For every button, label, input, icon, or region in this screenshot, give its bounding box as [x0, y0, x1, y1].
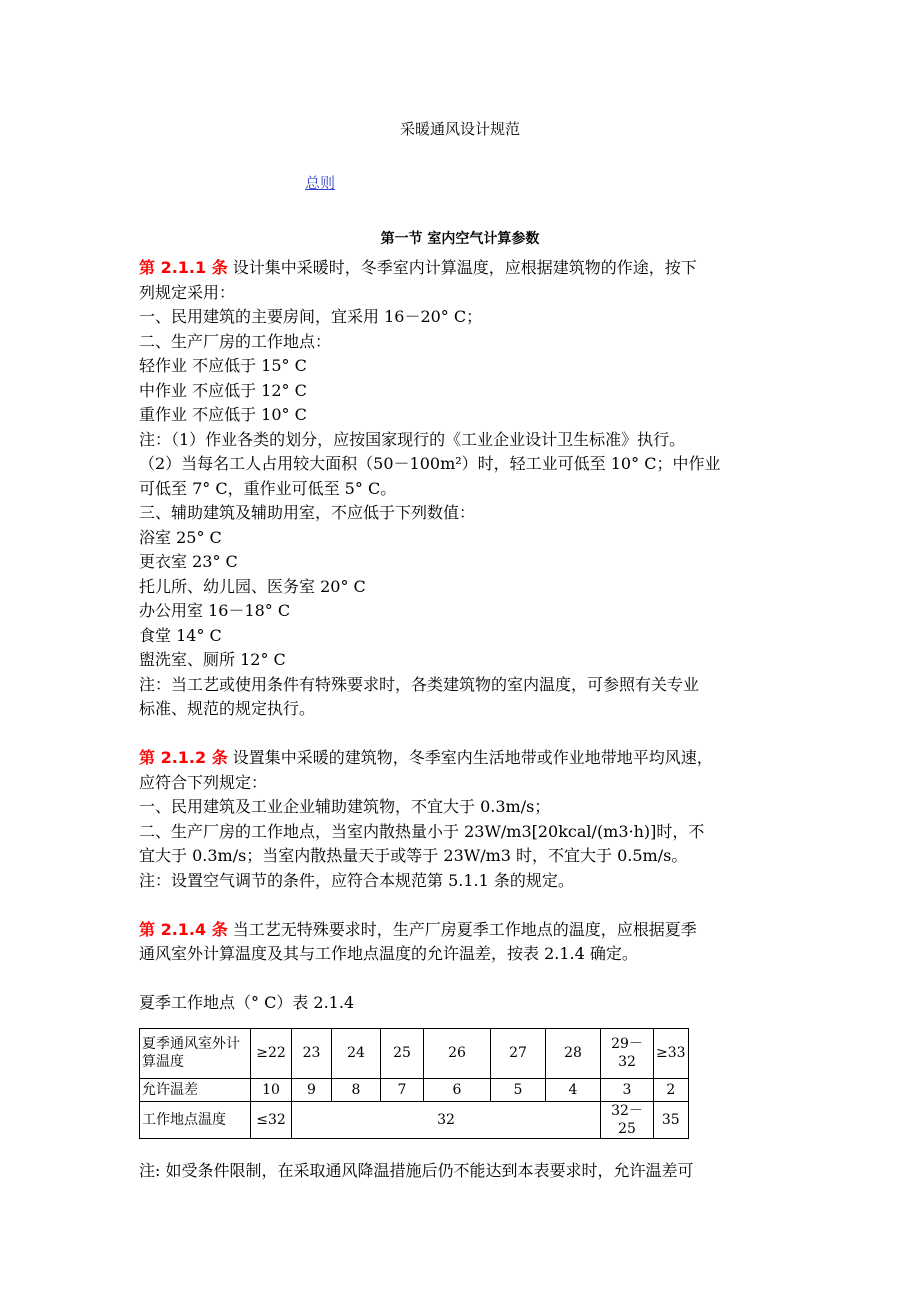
art-211-line: （2）当每名工人占用较大面积（50－100m²）时，轻工业可低至 10° C；中作业 [139, 454, 721, 473]
summer-temperature-table [139, 1028, 689, 1139]
document-title: 采暖通风设计规范 [399, 120, 520, 138]
table-cell: 8 [332, 1078, 381, 1101]
table-cell: 工作地点温度 [140, 1101, 251, 1138]
table-cell: 9 [292, 1078, 332, 1101]
art-211-line: 盥洗室、厕所 12° C [139, 650, 286, 669]
table-cell: 3 [601, 1078, 654, 1101]
table-cell: 7 [381, 1078, 424, 1101]
article-number: 第 2.1.1 条 [139, 258, 228, 277]
toc-link-general[interactable]: 总则 [305, 174, 336, 192]
table-cell: 5 [491, 1078, 546, 1101]
table-cell: 允许温差 [140, 1078, 251, 1101]
art-211-line: 注：（1）作业各类的划分，应按国家现行的《工业企业设计卫生标准》执行。 [139, 429, 686, 449]
table-cell: 26 [424, 1028, 491, 1078]
table-cell: 24 [332, 1028, 381, 1078]
art-211-line: 列规定采用： [139, 282, 236, 302]
art-214-line: 第 2.1.4 条 当工艺无特殊要求时，生产厂房夏季工作地点的温度，应根据夏季 [139, 919, 697, 939]
table-caption: 夏季工作地点（° C）表 2.1.4 [139, 993, 355, 1012]
table-cell: ≥22 [251, 1028, 292, 1078]
art-212-line: 第 2.1.2 条 设置集中采暖的建筑物，冬季室内生活地带或作业地带地平均风速， [139, 748, 713, 767]
art-212-line: 宜大于 0.3m/s；当室内散热量天于或等于 23W/m3 时，不宜大于 0.5m/s。 [139, 846, 688, 865]
article-number: 第 2.1.4 条 [139, 919, 228, 939]
art-212-line: 二、生产厂房的工作地点，当室内散热量小于 23W/m3[20kcal/(m3·h)]时，不 [139, 821, 705, 841]
art-211-line: 食堂 14° C [139, 625, 222, 645]
art-211-line: 第 2.1.1 条 设计集中采暖时，冬季室内计算温度，应根据建筑物的作途，按下 [139, 258, 697, 277]
table-cell: 32－25 [601, 1101, 654, 1138]
section-title: 第一节 室内空气计算参数 [380, 231, 540, 247]
art-211-line: 可低至 7° C，重作业可低至 5° C。 [139, 478, 397, 498]
table-row [140, 1028, 689, 1078]
table-cell: 28 [546, 1028, 601, 1078]
table-cell: 35 [654, 1101, 689, 1138]
table-cell: 27 [491, 1028, 546, 1078]
art-211-line: 轻作业 不应低于 15° C [139, 356, 307, 375]
art-211-line: 办公用室 16－18° C [139, 601, 291, 620]
table-cell: 夏季通风室外计算温度 [140, 1028, 251, 1078]
art-211-line: 更衣室 23° C [139, 552, 238, 571]
art-211-line: 重作业 不应低于 10° C [139, 405, 307, 424]
table-row [140, 1078, 689, 1101]
art-211-line: 注：当工艺或使用条件有特殊要求时，各类建筑物的室内温度，可参照有关专业 [139, 674, 700, 694]
table-cell: 10 [251, 1078, 292, 1101]
art-212-line: 注：设置空气调节的条件，应符合本规范第 5.1.1 条的规定。 [139, 870, 574, 890]
table-cell: 23 [292, 1028, 332, 1078]
table-cell: ≤32 [251, 1101, 292, 1138]
article-number: 第 2.1.2 条 [139, 748, 228, 767]
art-211-line: 二、生产厂房的工作地点： [139, 331, 332, 351]
art-212-line: 应符合下列规定： [139, 772, 268, 792]
table-row [140, 1101, 689, 1138]
table-cell: 29－32 [601, 1028, 654, 1078]
art-211-line: 浴室 25° C [139, 527, 222, 547]
table-cell: 6 [424, 1078, 491, 1101]
art-214-line: 通风室外计算温度及其与工作地点温度的允许温差，按表 2.1.4 确定。 [139, 944, 638, 963]
table-cell: ≥33 [654, 1028, 689, 1078]
table-cell: 2 [654, 1078, 689, 1101]
art-212-line: 一、民用建筑及工业企业辅助建筑物，不宜大于 0.3m/s； [139, 797, 551, 816]
art-211-line: 托儿所、幼儿园、医务室 20° C [139, 576, 366, 596]
final-note: 注: 如受条件限制，在采取通风降温措施后仍不能达到本表要求时，允许温差可 [139, 1160, 694, 1180]
table-cell: 32 [292, 1101, 601, 1138]
table-cell: 25 [381, 1028, 424, 1078]
art-211-line: 标准、规范的规定执行。 [139, 699, 316, 718]
art-211-line: 中作业 不应低于 12° C [139, 380, 307, 400]
document-body [139, 256, 784, 1183]
table-cell: 4 [546, 1078, 601, 1101]
art-211-line: 一、民用建筑的主要房间，宜采用 16－20° C； [139, 307, 483, 326]
art-211-line: 三、辅助建筑及辅助用室，不应低于下列数值： [139, 503, 476, 522]
